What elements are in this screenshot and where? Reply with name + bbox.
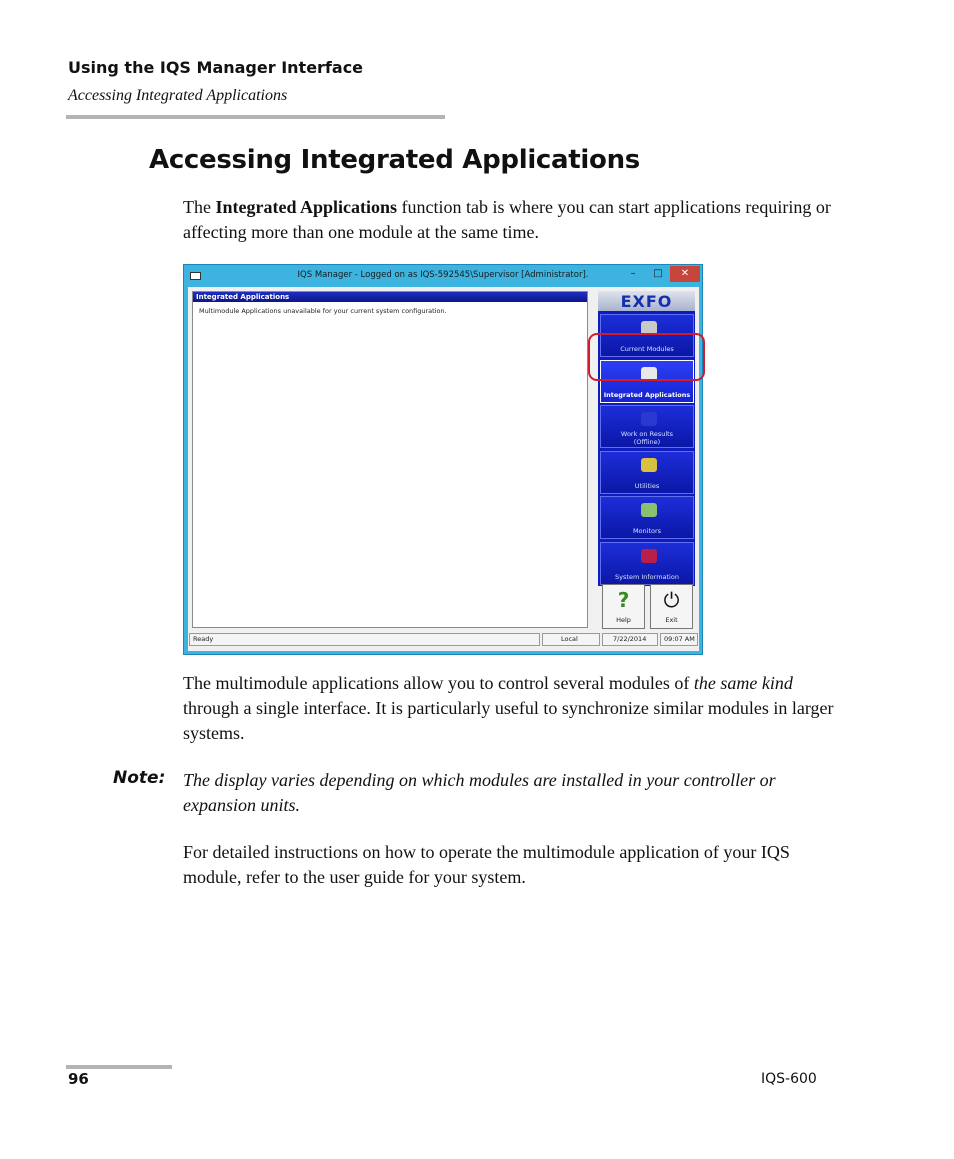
nav-tab-system-info[interactable] xyxy=(600,542,694,585)
intro-rest: function tab is where you can start applications requiring or affecting more than one module at the same time. xyxy=(183,197,831,242)
panel-message: Multimodule Applications unavailable for your current system configuration. xyxy=(199,307,447,315)
status-date: 7/22/2014 xyxy=(602,633,658,646)
exit-label: Exit xyxy=(665,616,678,624)
panel-title: Integrated Applications xyxy=(196,293,290,301)
exfo-logo-text: EXFO xyxy=(620,292,673,311)
power-icon: ⏻ xyxy=(663,588,680,612)
iqs-manager-window xyxy=(183,264,703,655)
help-button[interactable] xyxy=(602,584,645,629)
maximize-button[interactable]: □ xyxy=(653,268,663,279)
intro-lead: The xyxy=(183,197,216,217)
help-label: Help xyxy=(616,616,631,624)
highlight-ring xyxy=(588,333,705,381)
section-heading: Accessing Integrated Applications xyxy=(149,145,640,175)
nav-tab-label: Utilities xyxy=(634,481,660,490)
body-paragraph xyxy=(183,671,843,746)
intro-paragraph xyxy=(183,195,843,245)
footer-rule xyxy=(66,1065,172,1069)
nav-tab-utilities[interactable] xyxy=(600,451,694,494)
status-state: Ready xyxy=(189,633,540,646)
integrated-applications-panel xyxy=(192,291,588,628)
exfo-logo xyxy=(598,291,695,311)
close-button[interactable]: ✕ xyxy=(670,266,700,282)
nav-tab-label: Monitors xyxy=(632,527,662,535)
panel-header xyxy=(193,292,587,302)
minimize-button[interactable]: – xyxy=(630,268,636,279)
status-time: 09:07 AM xyxy=(660,633,698,646)
window-titlebar xyxy=(184,265,702,287)
product-name: IQS-600 xyxy=(761,1071,817,1087)
body-part2: through a single interface. It is particularly useful to synchronize similar modules in larger systems. xyxy=(183,698,834,743)
exit-button[interactable] xyxy=(650,584,693,629)
note-label: Note: xyxy=(113,768,166,788)
nav-tab-monitors[interactable] xyxy=(600,496,694,539)
closing-paragraph: For detailed instructions on how to operate the multimodule application of your IQS module, refer to the user guide for your system. xyxy=(183,842,790,887)
body-italic: the same kind xyxy=(693,673,793,693)
running-header-subtitle: Accessing Integrated Applications xyxy=(68,87,288,104)
results-offline-icon xyxy=(641,412,657,426)
window-title: IQS Manager - Logged on as IQS-592545\Supervisor [Administrator]. xyxy=(297,270,589,280)
page-number: 96 xyxy=(68,1070,89,1088)
nav-tab-label: Integrated Applications xyxy=(603,390,691,399)
utilities-icon xyxy=(641,458,657,472)
nav-tab-label: System Information xyxy=(615,572,679,581)
system-info-icon xyxy=(641,549,657,563)
status-bar xyxy=(188,630,699,650)
note-text: The display varies depending on which modules are installed in your controller or expansion units. xyxy=(183,770,776,815)
nav-tab-label: Work on Results (Offline) xyxy=(620,430,674,446)
nav-tab-label: Current Modules xyxy=(620,345,674,353)
header-rule xyxy=(66,115,445,119)
body-part1: The multimodule applications allow you to control several modules of xyxy=(183,673,694,693)
running-header-title: Using the IQS Manager Interface xyxy=(68,58,364,77)
nav-tab-results-offline[interactable] xyxy=(600,405,694,448)
intro-bold-term: Integrated Applications xyxy=(215,197,397,217)
status-mode: Local xyxy=(542,633,600,646)
monitors-icon xyxy=(641,503,657,517)
help-icon: ? xyxy=(617,588,630,612)
